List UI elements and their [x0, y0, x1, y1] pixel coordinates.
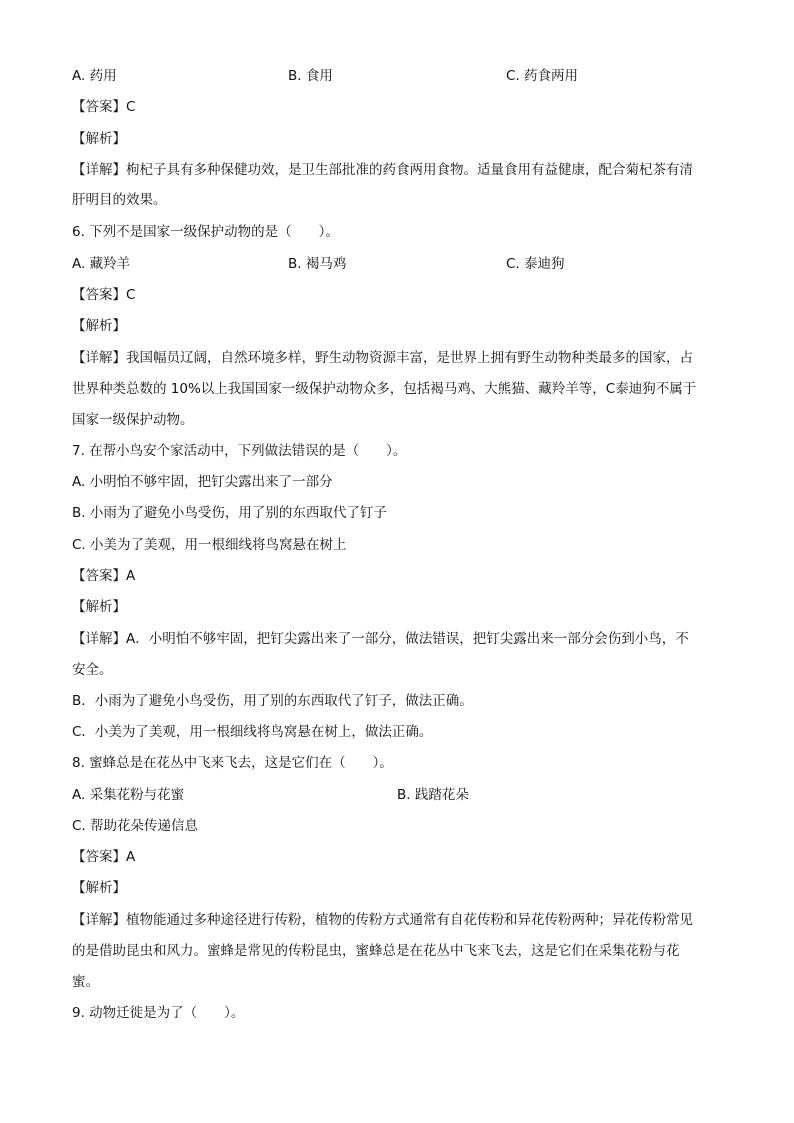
q7-detail-line-4: C．小美为了美观，用一根细线将鸟窝悬在树上，做法正确。 — [72, 724, 433, 740]
q5-detail-line-1: 【详解】枸杞子具有多种保健功效，是卫生部批准的药食两用食物。适量食用有益健康，配合菊杞茶有清 — [72, 162, 693, 178]
q7-question: 7. 在帮小鸟安个家活动中，下列做法错误的是（ ）。 — [72, 443, 407, 459]
q5-option-a: A. 药用 — [72, 68, 117, 84]
q6-detail-line-3: 国家一级保护动物。 — [72, 412, 194, 428]
q8-detail-line-3: 蜜。 — [72, 974, 99, 990]
q6-detail-line-1: 【详解】我国幅员辽阔，自然环境多样，野生动物资源丰富，是世界上拥有野生动物种类最多的国家，占 — [72, 350, 693, 366]
q6-answer: 【答案】C — [72, 287, 136, 303]
q7-analysis-label: 【解析】 — [72, 599, 126, 615]
q8-option-c: C. 帮助花朵传递信息 — [72, 818, 199, 834]
q8-option-b: B. 践踏花朵 — [397, 787, 469, 803]
q7-option-c: C. 小美为了美观，用一根细线将鸟窝悬在树上 — [72, 537, 347, 553]
q7-detail-line-1: 【详解】A．小明怕不够牢固，把钉尖露出来了一部分，做法错误，把钉尖露出来一部分会伤到小鸟，不 — [72, 631, 689, 647]
q6-option-b: B. 褐马鸡 — [288, 256, 347, 272]
q7-option-b: B. 小雨为了避免小鸟受伤，用了别的东西取代了钉子 — [72, 505, 387, 521]
q5-option-c: C. 药食两用 — [506, 68, 579, 84]
q6-analysis-label: 【解析】 — [72, 318, 126, 334]
q6-question: 6. 下列不是国家一级保护动物的是（ ）。 — [72, 224, 339, 240]
q5-analysis-label: 【解析】 — [72, 131, 126, 147]
q8-option-a: A. 采集花粉与花蜜 — [72, 787, 185, 803]
q5-option-b: B. 食用 — [288, 68, 333, 84]
q8-question: 8. 蜜蜂总是在花丛中飞来飞去，这是它们在（ ）。 — [72, 755, 393, 771]
q7-detail-line-2: 安全。 — [72, 662, 113, 678]
q8-detail-line-2: 的是借助昆虫和风力。蜜蜂是常见的传粉昆虫，蜜蜂总是在花丛中飞来飞去，这是它们在采集花粉与花 — [72, 943, 680, 959]
q6-detail-line-2: 世界种类总数的 10%以上我国国家一级保护动物众多，包括褐马鸡、大熊猫、藏羚羊等，C泰迪狗不属于 — [72, 381, 697, 397]
q6-option-a: A. 藏羚羊 — [72, 256, 131, 272]
q8-answer: 【答案】A — [72, 849, 136, 865]
q7-answer: 【答案】A — [72, 568, 136, 584]
q5-answer: 【答案】C — [72, 99, 136, 115]
q6-option-c: C. 泰迪狗 — [506, 256, 565, 272]
q7-option-a: A. 小明怕不够牢固，把钉尖露出来了一部分 — [72, 474, 333, 490]
q7-detail-line-3: B．小雨为了避免小鸟受伤，用了别的东西取代了钉子，做法正确。 — [72, 693, 473, 709]
q8-detail-line-1: 【详解】植物能通过多种途径进行传粉，植物的传粉方式通常有自花传粉和异花传粉两种；异花传粉常见 — [72, 912, 693, 928]
q9-question: 9. 动物迁徙是为了（ ）。 — [72, 1005, 245, 1021]
q8-analysis-label: 【解析】 — [72, 880, 126, 896]
q5-detail-line-2: 肝明目的效果。 — [72, 192, 167, 208]
